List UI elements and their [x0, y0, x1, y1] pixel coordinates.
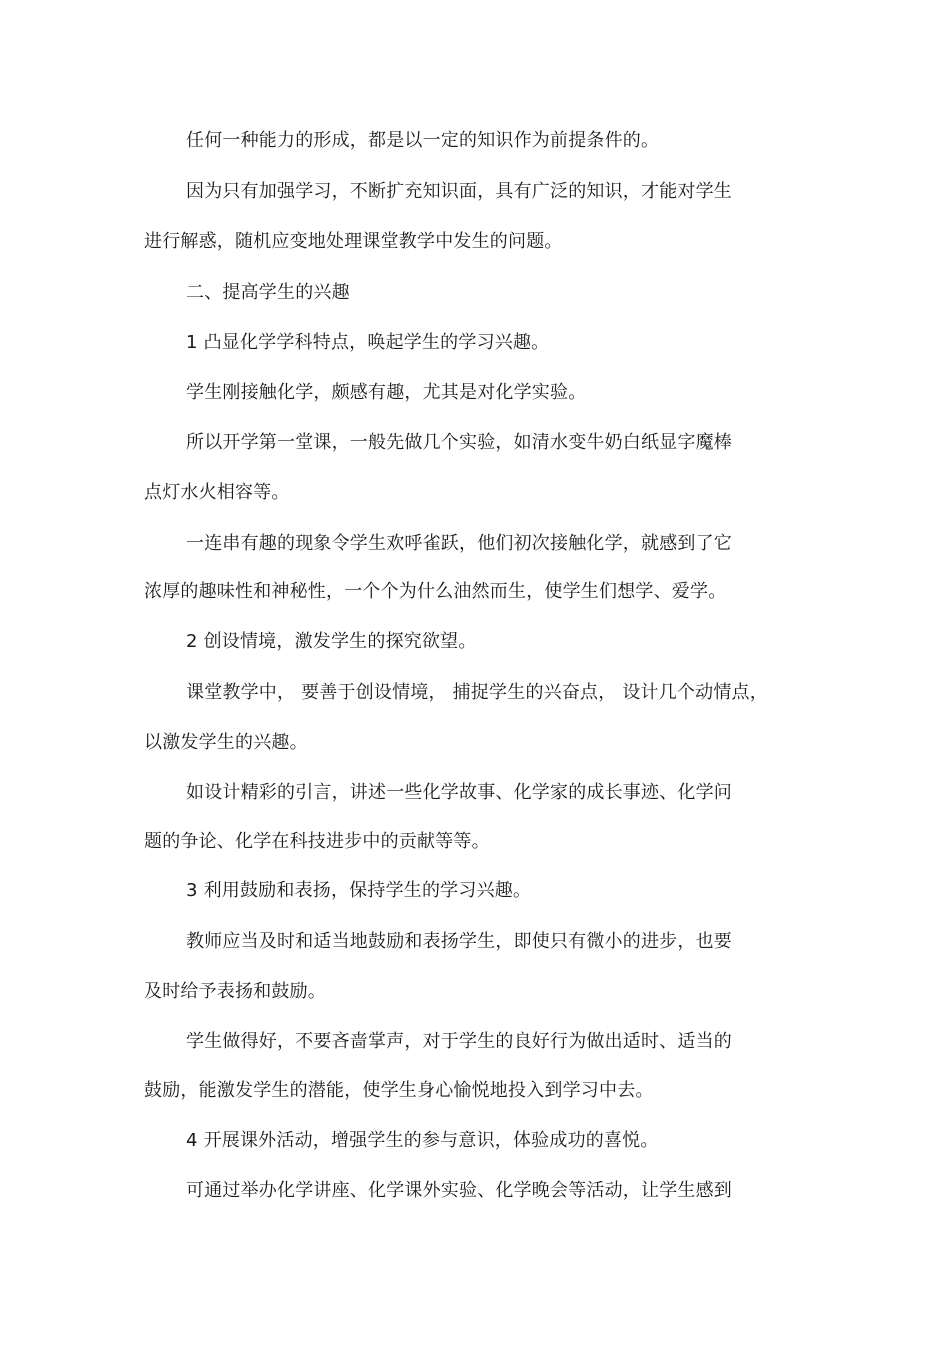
paragraph-line: 鼓励，能激发学生的潜能，使学生身心愉悦地投入到学习中去。	[144, 1080, 654, 1101]
paragraph-line: 进行解惑，随机应变地处理课堂教学中发生的问题。	[144, 231, 563, 252]
subsection-heading: 1 凸显化学学科特点，唤起学生的学习兴趣。	[186, 332, 550, 353]
subsection-heading: 2 创设情境，激发学生的探究欲望。	[186, 631, 477, 652]
paragraph-line: 学生做得好，不要吝啬掌声，对于学生的良好行为做出适时、适当的	[186, 1031, 732, 1052]
paragraph-line: 浓厚的趣味性和神秘性，一个个为什么油然而生，使学生们想学、爱学。	[144, 581, 727, 602]
paragraph-line: 点灯水火相容等。	[144, 482, 290, 503]
paragraph-line: 题的争论、化学在科技进步中的贡献等等。	[144, 831, 490, 852]
paragraph-line: 教师应当及时和适当地鼓励和表扬学生，即使只有微小的进步，也要	[186, 931, 732, 952]
subsection-heading: 3 利用鼓励和表扬，保持学生的学习兴趣。	[186, 880, 532, 901]
paragraph-line: 可通过举办化学讲座、化学课外实验、化学晚会等活动，让学生感到	[186, 1180, 732, 1201]
paragraph-line: 如设计精彩的引言，讲述一些化学故事、化学家的成长事迹、化学问	[186, 782, 732, 803]
paragraph-line: 学生刚接触化学，颇感有趣，尤其是对化学实验。	[186, 382, 587, 403]
paragraph-line: 课堂教学中， 要善于创设情境， 捕捉学生的兴奋点， 设计几个动情点，	[186, 682, 768, 703]
paragraph-line: 一连串有趣的现象令学生欢呼雀跃，他们初次接触化学，就感到了它	[186, 533, 732, 554]
paragraph-line: 任何一种能力的形成，都是以一定的知识作为前提条件的。	[186, 130, 660, 151]
subsection-heading: 4 开展课外活动，增强学生的参与意识，体验成功的喜悦。	[186, 1130, 659, 1151]
paragraph-line: 所以开学第一堂课，一般先做几个实验，如清水变牛奶白纸显字魔棒	[186, 432, 732, 453]
paragraph-line: 及时给予表扬和鼓励。	[144, 981, 326, 1002]
paragraph-line: 以激发学生的兴趣。	[144, 732, 308, 753]
section-heading: 二、提高学生的兴趣	[186, 282, 350, 303]
paragraph-line: 因为只有加强学习，不断扩充知识面，具有广泛的知识，才能对学生	[186, 181, 732, 202]
